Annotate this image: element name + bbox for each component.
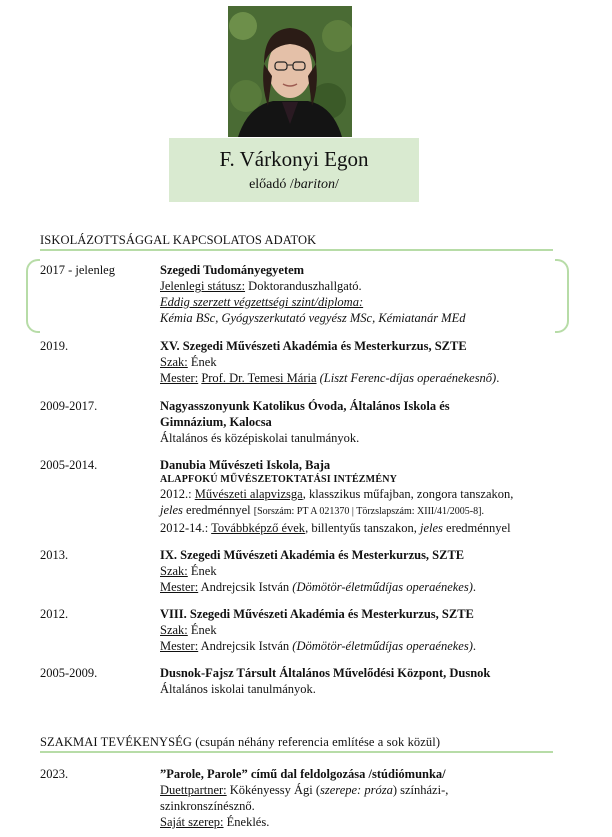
master-name: Prof. Dr. Temesi Mária: [201, 371, 317, 385]
exam-result-line: [160, 502, 560, 520]
person-role: [169, 176, 419, 194]
entry-institution: Danubia Művészeti Iskola, Baja: [160, 458, 331, 472]
master-label: Mester:: [160, 580, 199, 594]
entry-institution-line2: Gimnázium, Kalocsa: [160, 415, 272, 429]
entry-note: Általános iskolai tanulmányok.: [160, 682, 316, 696]
entry-master: [160, 638, 560, 654]
exam-grade: jeles: [160, 503, 183, 517]
partner-line2: szinkronszínésznő.: [160, 799, 255, 813]
major-label: Szak:: [160, 355, 188, 369]
entry-date: 2005-2014.: [40, 458, 98, 472]
entry-institution: Dusnok-Fajsz Társult Általános Művelődési Központ, Dusnok: [160, 666, 491, 680]
adv-grade: jeles: [419, 521, 443, 535]
entry-date: 2017 - jelenleg: [40, 263, 115, 277]
exam-text: , klasszikus műfajban, zongora tanszakon,: [302, 487, 514, 501]
degrees-label: Eddig szerzett végzettségi szint/diploma:: [160, 295, 364, 309]
role-suffix: /: [335, 177, 339, 192]
professional-section-title: SZAKMAI TEVÉKENYSÉG (csupán néhány referencia említése a sok közül): [40, 735, 441, 749]
education-section-title: ISKOLÁZOTTSÁGGAL KAPCSOLATOS ADATOK: [40, 233, 317, 247]
master-end: .: [496, 371, 500, 385]
own-value: Éneklés.: [223, 815, 270, 829]
exam-line: [160, 486, 560, 502]
own-role-line: [160, 814, 560, 830]
master-end: .: [472, 639, 477, 653]
name-box: [169, 138, 419, 202]
entry-institution: Szegedi Tudományegyetem: [160, 263, 305, 277]
partner-label: Duettpartner:: [160, 783, 227, 797]
major-value: Ének: [187, 623, 217, 637]
partner-role: szerepe: próza: [320, 783, 393, 797]
entry-date: 2012.: [40, 607, 69, 621]
exam-prefix: 2012.:: [160, 487, 195, 501]
master-title: (Dömötör-életműdíjas operaénekes): [292, 639, 473, 653]
exam-result: eredménnyel: [182, 503, 254, 517]
adv-label: Továbbképző évek: [211, 521, 306, 535]
profile-photo: [228, 6, 352, 137]
entry-major: [160, 563, 560, 579]
partner-end: ) színházi-,: [392, 783, 449, 797]
master-label: Mester:: [160, 639, 199, 653]
own-label: Saját szerep:: [160, 815, 224, 829]
professional-divider: [40, 751, 553, 753]
adv-text: , billentyűs tanszakon,: [305, 521, 420, 535]
entry-institution-line1: Nagyasszonyunk Katolikus Óvoda, Általános Iskola és: [160, 399, 450, 413]
entry-institution: IX. Szegedi Művészeti Akadémia és Mesterkurzus, SZTE: [160, 548, 465, 562]
master-name: Andrejcsik István: [198, 639, 293, 653]
exam-ref: [Sorszám: PT A 021370 | Törzslapszám: XIII/41/2005-8].: [253, 506, 484, 517]
role-prefix: előadó /: [249, 177, 294, 192]
institution-type: ALAPFOKÚ MŰVÉSZETOKTATÁSI INTÉZMÉNY: [160, 474, 398, 485]
advanced-line: [160, 520, 560, 536]
degrees-value: Kémia BSc, Gyógyszerkutató vegyész MSc, Kémiatanár MEd: [160, 311, 466, 325]
entry-institution: XV. Szegedi Művészeti Akadémia és Mesterkurzus, SZTE: [160, 339, 467, 353]
master-title: (Liszt Ferenc-díjas operaénekesnő): [316, 371, 497, 385]
exam-label: Művészeti alapvizsga: [194, 487, 303, 501]
status-label: Jelenlegi státusz:: [160, 279, 246, 293]
partner-name: Kökényessy Ági (: [226, 783, 321, 797]
entry-note: Általános és középiskolai tanulmányok.: [160, 431, 360, 445]
highlight-bracket-left: [26, 259, 40, 333]
entry-institution: VIII. Szegedi Művészeti Akadémia és Mesterkurzus, SZTE: [160, 607, 474, 621]
entry-major: [160, 622, 560, 638]
entry-date: 2005-2009.: [40, 666, 98, 680]
entry-master: [160, 370, 560, 386]
entry-date: 2013.: [40, 548, 69, 562]
entry-master: [160, 579, 560, 595]
entry-date: 2023.: [40, 767, 69, 781]
major-label: Szak:: [160, 564, 188, 578]
role-voice: bariton: [293, 177, 336, 192]
major-label: Szak:: [160, 623, 188, 637]
entry-major: [160, 354, 560, 370]
entry-status: [160, 278, 560, 294]
adv-result: eredménnyel: [442, 521, 511, 535]
work-title: ”Parole, Parole” című dal feldolgozása /stúdiómunka/: [160, 767, 446, 781]
master-title: (Dömötör-életműdíjas operaénekes): [292, 580, 473, 594]
status-value: Doktoranduszhallgató.: [245, 279, 362, 293]
major-value: Ének: [187, 355, 217, 369]
master-label: Mester:: [160, 371, 199, 385]
portrait-image: [228, 6, 352, 137]
entry-date: 2019.: [40, 339, 69, 353]
partner-line: [160, 782, 560, 798]
major-value: Ének: [187, 564, 217, 578]
master-end: .: [472, 580, 477, 594]
entry-date: 2009-2017.: [40, 399, 98, 413]
person-name: F. Várkonyi Egon: [219, 147, 369, 171]
master-name: Andrejcsik István: [198, 580, 293, 594]
education-divider: [40, 249, 553, 251]
adv-prefix: 2012-14.:: [160, 521, 212, 535]
